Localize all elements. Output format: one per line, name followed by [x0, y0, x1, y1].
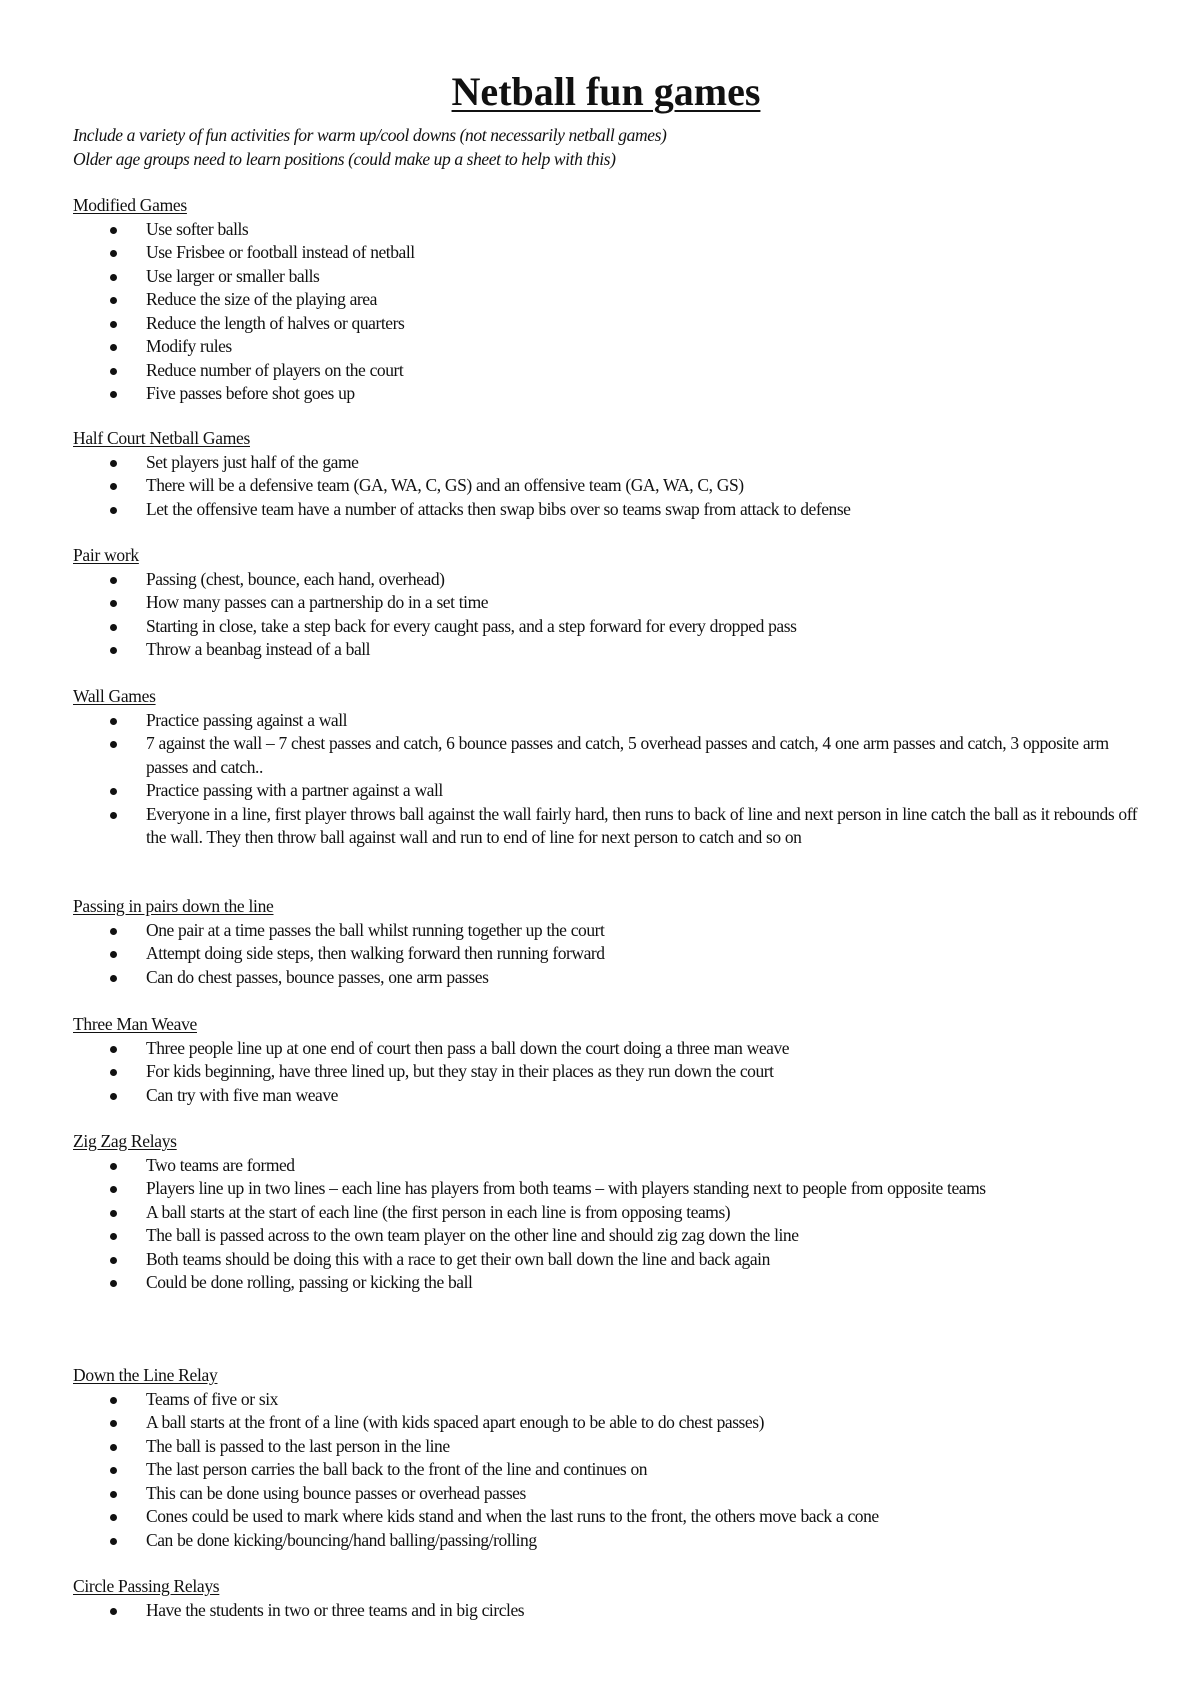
section-heading: Three Man Weave: [73, 1014, 197, 1034]
bullet-icon: [110, 624, 117, 631]
bullet-icon: [110, 1467, 117, 1474]
list-item: Use softer balls: [73, 218, 1143, 242]
bullet-icon: [110, 1280, 117, 1287]
section-down-the-line-relay: [73, 1364, 1143, 1552]
bullet-icon: [110, 274, 117, 281]
bullet-icon: [110, 321, 117, 328]
section-passing-in-pairs: [73, 895, 1143, 989]
list-item: A ball starts at the start of each line (the first person in each line is from opposing teams): [73, 1201, 1143, 1225]
bullet-icon: [110, 297, 117, 304]
bullet-icon: [110, 1444, 117, 1451]
list-item: 7 against the wall – 7 chest passes and catch, 6 bounce passes and catch, 5 overhead passes and catch, 4 one arm passes and catch, 3 opposite arm passes and catch..: [73, 732, 1143, 779]
bullet-list: [73, 451, 1143, 522]
section-heading: Modified Games: [73, 195, 187, 215]
bullet-icon: [110, 1233, 117, 1240]
list-item: Let the offensive team have a number of attacks then swap bibs over so teams swap from attack to defense: [73, 498, 1143, 522]
list-item: Use Frisbee or football instead of netball: [73, 241, 1143, 265]
list-item: Three people line up at one end of court then pass a ball down the court doing a three man weave: [73, 1037, 1143, 1061]
intro-line: Older age groups need to learn positions (could make up a sheet to help with this): [73, 148, 616, 169]
bullet-list: [73, 1388, 1143, 1553]
list-item: Modify rules: [73, 335, 1143, 359]
list-item: For kids beginning, have three lined up, but they stay in their places as they run down the court: [73, 1060, 1143, 1084]
list-item: The ball is passed across to the own team player on the other line and should zig zag down the line: [73, 1224, 1143, 1248]
bullet-list: [73, 919, 1143, 990]
list-item: Can be done kicking/bouncing/hand balling/passing/rolling: [73, 1529, 1143, 1553]
list-item: Teams of five or six: [73, 1388, 1143, 1412]
section-heading: Half Court Netball Games: [73, 428, 250, 448]
list-item: Reduce number of players on the court: [73, 359, 1143, 383]
bullet-icon: [110, 1163, 117, 1170]
intro-notes: [73, 124, 666, 171]
bullet-icon: [110, 391, 117, 398]
section-heading: Zig Zag Relays: [73, 1131, 177, 1151]
list-item: A ball starts at the front of a line (with kids spaced apart enough to be able to do chest passes): [73, 1411, 1143, 1435]
list-item: Can do chest passes, bounce passes, one arm passes: [73, 966, 1143, 990]
list-item: Practice passing with a partner against a wall: [73, 779, 1143, 803]
bullet-icon: [110, 368, 117, 375]
list-item: How many passes can a partnership do in a set time: [73, 591, 1143, 615]
bullet-list: [73, 1154, 1143, 1295]
bullet-icon: [110, 741, 117, 748]
bullet-icon: [110, 1608, 117, 1615]
list-item: Could be done rolling, passing or kicking the ball: [73, 1271, 1143, 1295]
bullet-icon: [110, 975, 117, 982]
bullet-icon: [110, 718, 117, 725]
list-item: One pair at a time passes the ball whilst running together up the court: [73, 919, 1143, 943]
bullet-icon: [110, 1420, 117, 1427]
section-half-court-netball-games: [73, 427, 1143, 521]
bullet-icon: [110, 507, 117, 514]
bullet-icon: [110, 577, 117, 584]
list-item: The last person carries the ball back to the front of the line and continues on: [73, 1458, 1143, 1482]
section-circle-passing-relays: [73, 1575, 1143, 1622]
list-item: The ball is passed to the last person in the line: [73, 1435, 1143, 1459]
bullet-list: [73, 709, 1143, 850]
list-item: Set players just half of the game: [73, 451, 1143, 475]
bullet-icon: [110, 1046, 117, 1053]
list-item: Cones could be used to mark where kids stand and when the last runs to the front, the others move back a cone: [73, 1505, 1143, 1529]
list-item: Can try with five man weave: [73, 1084, 1143, 1108]
intro-line: Include a variety of fun activities for warm up/cool downs (not necessarily netball games): [73, 125, 667, 145]
list-item: Players line up in two lines – each line has players from both teams – with players standing next to people from opposite teams: [73, 1177, 1143, 1201]
list-item: Everyone in a line, first player throws ball against the wall fairly hard, then runs to back of line and next person in line catch the ball as it rebounds off the wall. They then throw ball against wall and run to end of line for next person to catch and so on: [73, 803, 1143, 850]
section-zig-zag-relays: [73, 1130, 1143, 1295]
list-item: Reduce the size of the playing area: [73, 288, 1143, 312]
bullet-list: [73, 1037, 1143, 1108]
section-heading: Circle Passing Relays: [73, 1576, 220, 1596]
bullet-icon: [110, 1257, 117, 1264]
bullet-icon: [110, 460, 117, 467]
list-item: Two teams are formed: [73, 1154, 1143, 1178]
list-item: This can be done using bounce passes or overhead passes: [73, 1482, 1143, 1506]
bullet-icon: [110, 344, 117, 351]
bullet-icon: [110, 1093, 117, 1100]
section-modified-games: [73, 194, 1143, 406]
bullet-list: [73, 1599, 1143, 1623]
section-heading: Passing in pairs down the line: [73, 896, 274, 916]
section-heading: Pair work: [73, 545, 139, 565]
list-item: Practice passing against a wall: [73, 709, 1143, 733]
list-item: Reduce the length of halves or quarters: [73, 312, 1143, 336]
bullet-icon: [110, 1069, 117, 1076]
list-item: Both teams should be doing this with a race to get their own ball down the line and back again: [73, 1248, 1143, 1272]
list-item: Attempt doing side steps, then walking forward then running forward: [73, 942, 1143, 966]
bullet-icon: [110, 227, 117, 234]
list-item: Five passes before shot goes up: [73, 382, 1143, 406]
bullet-icon: [110, 1397, 117, 1404]
bullet-icon: [110, 1491, 117, 1498]
bullet-list: [73, 218, 1143, 406]
bullet-icon: [110, 812, 117, 819]
bullet-list: [73, 568, 1143, 662]
list-item: Have the students in two or three teams and in big circles: [73, 1599, 1143, 1623]
bullet-icon: [110, 647, 117, 654]
bullet-icon: [110, 483, 117, 490]
bullet-icon: [110, 1538, 117, 1545]
list-item: Passing (chest, bounce, each hand, overhead): [73, 568, 1143, 592]
bullet-icon: [110, 1210, 117, 1217]
list-item: There will be a defensive team (GA, WA, C, GS) and an offensive team (GA, WA, C, GS): [73, 474, 1143, 498]
section-pair-work: [73, 544, 1143, 662]
bullet-icon: [110, 951, 117, 958]
list-item: Use larger or smaller balls: [73, 265, 1143, 289]
bullet-icon: [110, 250, 117, 257]
section-heading: Wall Games: [73, 686, 156, 706]
bullet-icon: [110, 788, 117, 795]
bullet-icon: [110, 600, 117, 607]
section-wall-games: [73, 685, 1143, 850]
bullet-icon: [110, 928, 117, 935]
bullet-icon: [110, 1514, 117, 1521]
list-item: Starting in close, take a step back for every caught pass, and a step forward for every dropped pass: [73, 615, 1143, 639]
section-heading: Down the Line Relay: [73, 1365, 218, 1385]
page-title: Netball fun games: [451, 69, 761, 114]
list-item: Throw a beanbag instead of a ball: [73, 638, 1143, 662]
section-three-man-weave: [73, 1013, 1143, 1107]
bullet-icon: [110, 1186, 117, 1193]
